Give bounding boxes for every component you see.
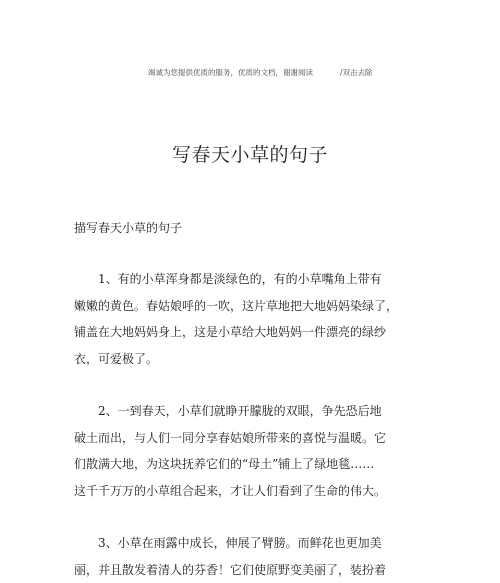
paragraph-line: 1、有的小草浑身都是淡绿色的，有的小草嘴角上带有 xyxy=(74,266,392,293)
document-subtitle: 描写春天小草的句子 xyxy=(74,219,182,236)
header-note-left: 竭诚为您提供优质的服务，优质的文档，谢谢阅读 xyxy=(148,67,313,78)
paragraph-line: 衣，可爱极了。 xyxy=(74,346,392,373)
paragraph-line: 们散满大地，为这块抚养它们的“母土”铺上了绿地毯…… xyxy=(74,451,392,478)
paragraph-line: 铺盖在大地妈妈身上，这是小草给大地妈妈一件漂亮的绿纱 xyxy=(74,319,392,346)
paragraph-line: 3、小草在雨露中成长，伸展了臂膀。而鲜花也更加美 xyxy=(74,530,392,557)
document-title: 写春天小草的句子 xyxy=(0,140,500,167)
paragraph-1 xyxy=(74,266,392,372)
paragraph-line: 2、一到春天，小草们就睁开朦胧的双眼，争先恐后地 xyxy=(74,398,392,425)
paragraph-line: 这千千万万的小草组合起来，才让人们看到了生命的伟大。 xyxy=(74,478,392,505)
paragraph-3 xyxy=(74,530,392,583)
paragraph-line: 嫩嫩的黄色。春姑娘呼的一吹，这片草地把大地妈妈染绿了， xyxy=(74,293,392,320)
paragraph-line: 破土而出，与人们一同分享春姑娘所带来的喜悦与温暖。它 xyxy=(74,425,392,452)
paragraph-2 xyxy=(74,398,392,504)
paragraph-line: 丽，并且散发着清人的芬香！它们使原野变美丽了，装扮着 xyxy=(74,557,392,583)
header-note-right: /双击去除 xyxy=(340,67,373,78)
